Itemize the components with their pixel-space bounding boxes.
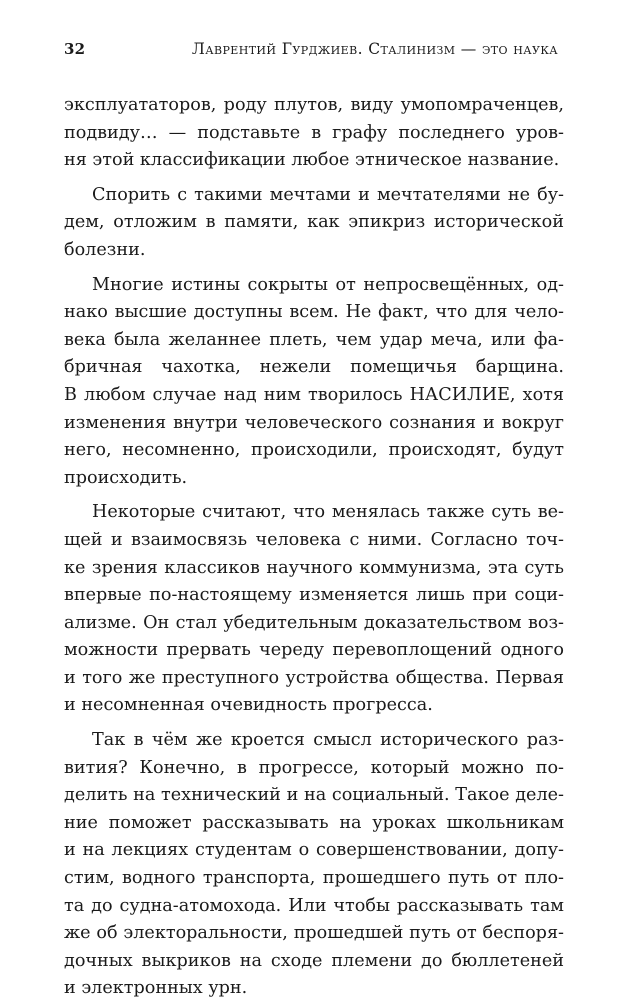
text-line: и несомненная очевидность прогресса.: [64, 695, 433, 716]
text-line: ние поможет рассказывать на уроках школьникам: [64, 812, 564, 833]
text-line: дем, отложим в памяти, как эпикриз исторической: [64, 212, 564, 233]
text-line: вития? Конечно, в прогрессе, который можно по-: [64, 757, 564, 778]
text-line: и электронных урн.: [64, 978, 248, 999]
text-line: изменения внутри человеческого сознания и вокруг: [64, 412, 564, 433]
text-line: стим, водного транспорта, прошедшего путь от пло-: [64, 868, 564, 889]
text-line: дочных выкриков на сходе племени до бюллетеней: [64, 950, 564, 971]
text-line: можности прервать череду перевоплощений одного: [64, 640, 564, 661]
text-line: и того же преступного устройства общества. Первая: [64, 667, 564, 688]
text-line: Так в чём же кроется смысл исторического раз-: [92, 730, 564, 751]
paragraph: [64, 92, 564, 175]
text-line: него, несомненно, происходили, происходят, будут: [64, 440, 564, 461]
body-text: [64, 92, 564, 1003]
paragraph-gap: [64, 265, 564, 272]
text-line: В любом случае над ним творилось НАСИЛИЕ, хотя: [64, 384, 564, 405]
text-line: щей и взаимосвязь человека с ними. Согласно точ-: [64, 529, 564, 550]
text-line: века была желаннее плеть, чем удар меча, или фа-: [64, 329, 564, 350]
paragraph: [64, 499, 564, 720]
text-line: же об электоральности, прошедшей путь от беспоря-: [64, 923, 564, 944]
paragraph: [64, 727, 564, 1003]
text-line: эксплуататоров, роду плутов, виду умопомраченцев,: [64, 95, 564, 115]
page-number: 32: [64, 40, 86, 58]
text-line: бричная чахотка, нежели помещичья барщина.: [64, 357, 564, 378]
paragraph: [64, 182, 564, 265]
text-line: нако высшие доступны всем. Не факт, что для чело-: [64, 302, 564, 323]
running-header: [64, 40, 558, 66]
text-line: делить на технический и на социальный. Такое деле-: [64, 785, 564, 806]
text-line: происходить.: [64, 467, 188, 488]
paragraph-gap: [64, 492, 564, 499]
paragraph: [64, 272, 564, 493]
text-line: ализме. Он стал убедительным доказательством воз-: [64, 612, 564, 633]
text-line: Спорить с такими мечтами и мечтателями не бу-: [92, 184, 564, 205]
text-line: впервые по-настоящему изменяется лишь при соци-: [64, 585, 564, 606]
text-line: Многие истины сокрыты от непросвещённых, од-: [92, 274, 564, 295]
text-line: и на лекциях студентам о совершенствовании, допу-: [64, 840, 564, 861]
text-line: ке зрения классиков научного коммунизма, эта суть: [64, 557, 564, 578]
paragraph-gap: [64, 720, 564, 727]
text-line: болезни.: [64, 239, 146, 260]
text-line: та до судна-атомохода. Или чтобы рассказывать там: [64, 895, 564, 916]
text-line: подвиду… — подставьте в графу последнего уров-: [64, 122, 564, 143]
running-title: Лаврентий Гурджиев. Сталинизм — это наука: [191, 40, 558, 58]
paragraph-gap: [64, 175, 564, 182]
text-line: ня этой классификации любое этническое название.: [64, 150, 560, 171]
text-line: Некоторые считают, что менялась также суть ве-: [92, 502, 564, 523]
